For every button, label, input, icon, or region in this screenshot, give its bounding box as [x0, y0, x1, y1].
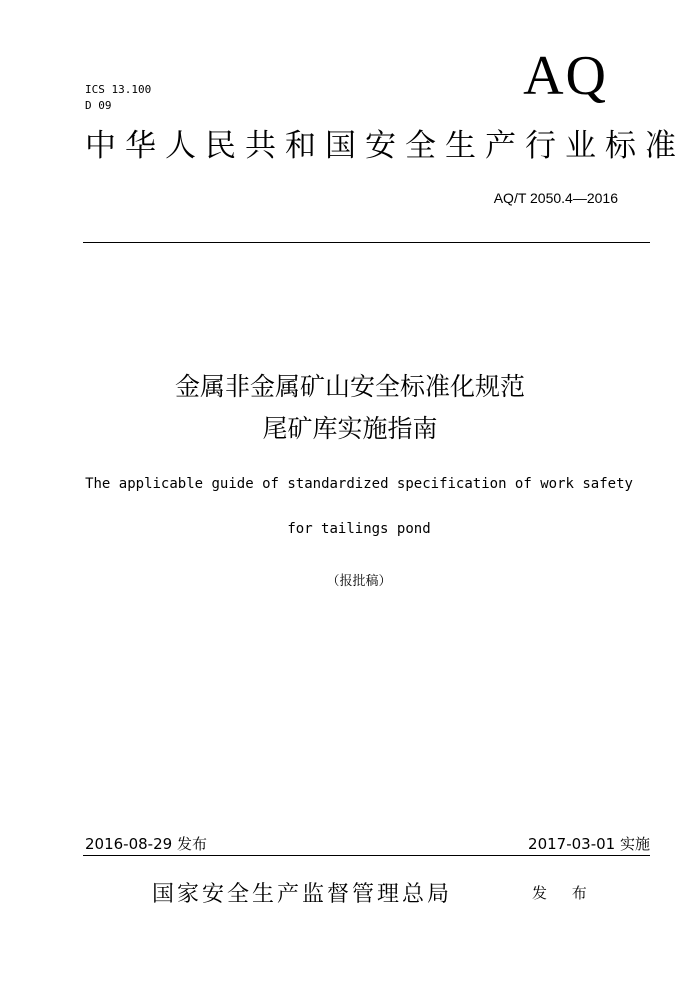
footer-divider: [83, 855, 650, 856]
document-title-line1: 金属非金属矿山安全标准化规范: [174, 372, 525, 401]
publish-date: 2016-08-29 发布: [85, 835, 207, 853]
issuing-authority: 国家安全生产监督管理总局: [152, 882, 453, 907]
aq-logo: AQ: [523, 45, 608, 107]
issue-word: 发 布: [532, 884, 597, 902]
document-title-line2: 尾矿库实施指南: [262, 414, 438, 443]
header-divider: [83, 242, 650, 243]
draft-status: （报批稿）: [326, 574, 392, 589]
english-title-line1: The applicable guide of standardized specification of work safety: [85, 476, 633, 492]
english-title-line2: for tailings pond: [287, 521, 431, 537]
ics-code: ICS 13.100: [85, 83, 152, 96]
chinese-classification-code: D 09: [85, 99, 112, 112]
classification-codes: [85, 82, 151, 114]
standard-number: AQ/T 2050.4—2016: [493, 190, 618, 206]
industry-standard-title: 中华人民共和国安全生产行业标准: [85, 128, 685, 164]
implement-date: 2017-03-01 实施: [528, 835, 650, 853]
